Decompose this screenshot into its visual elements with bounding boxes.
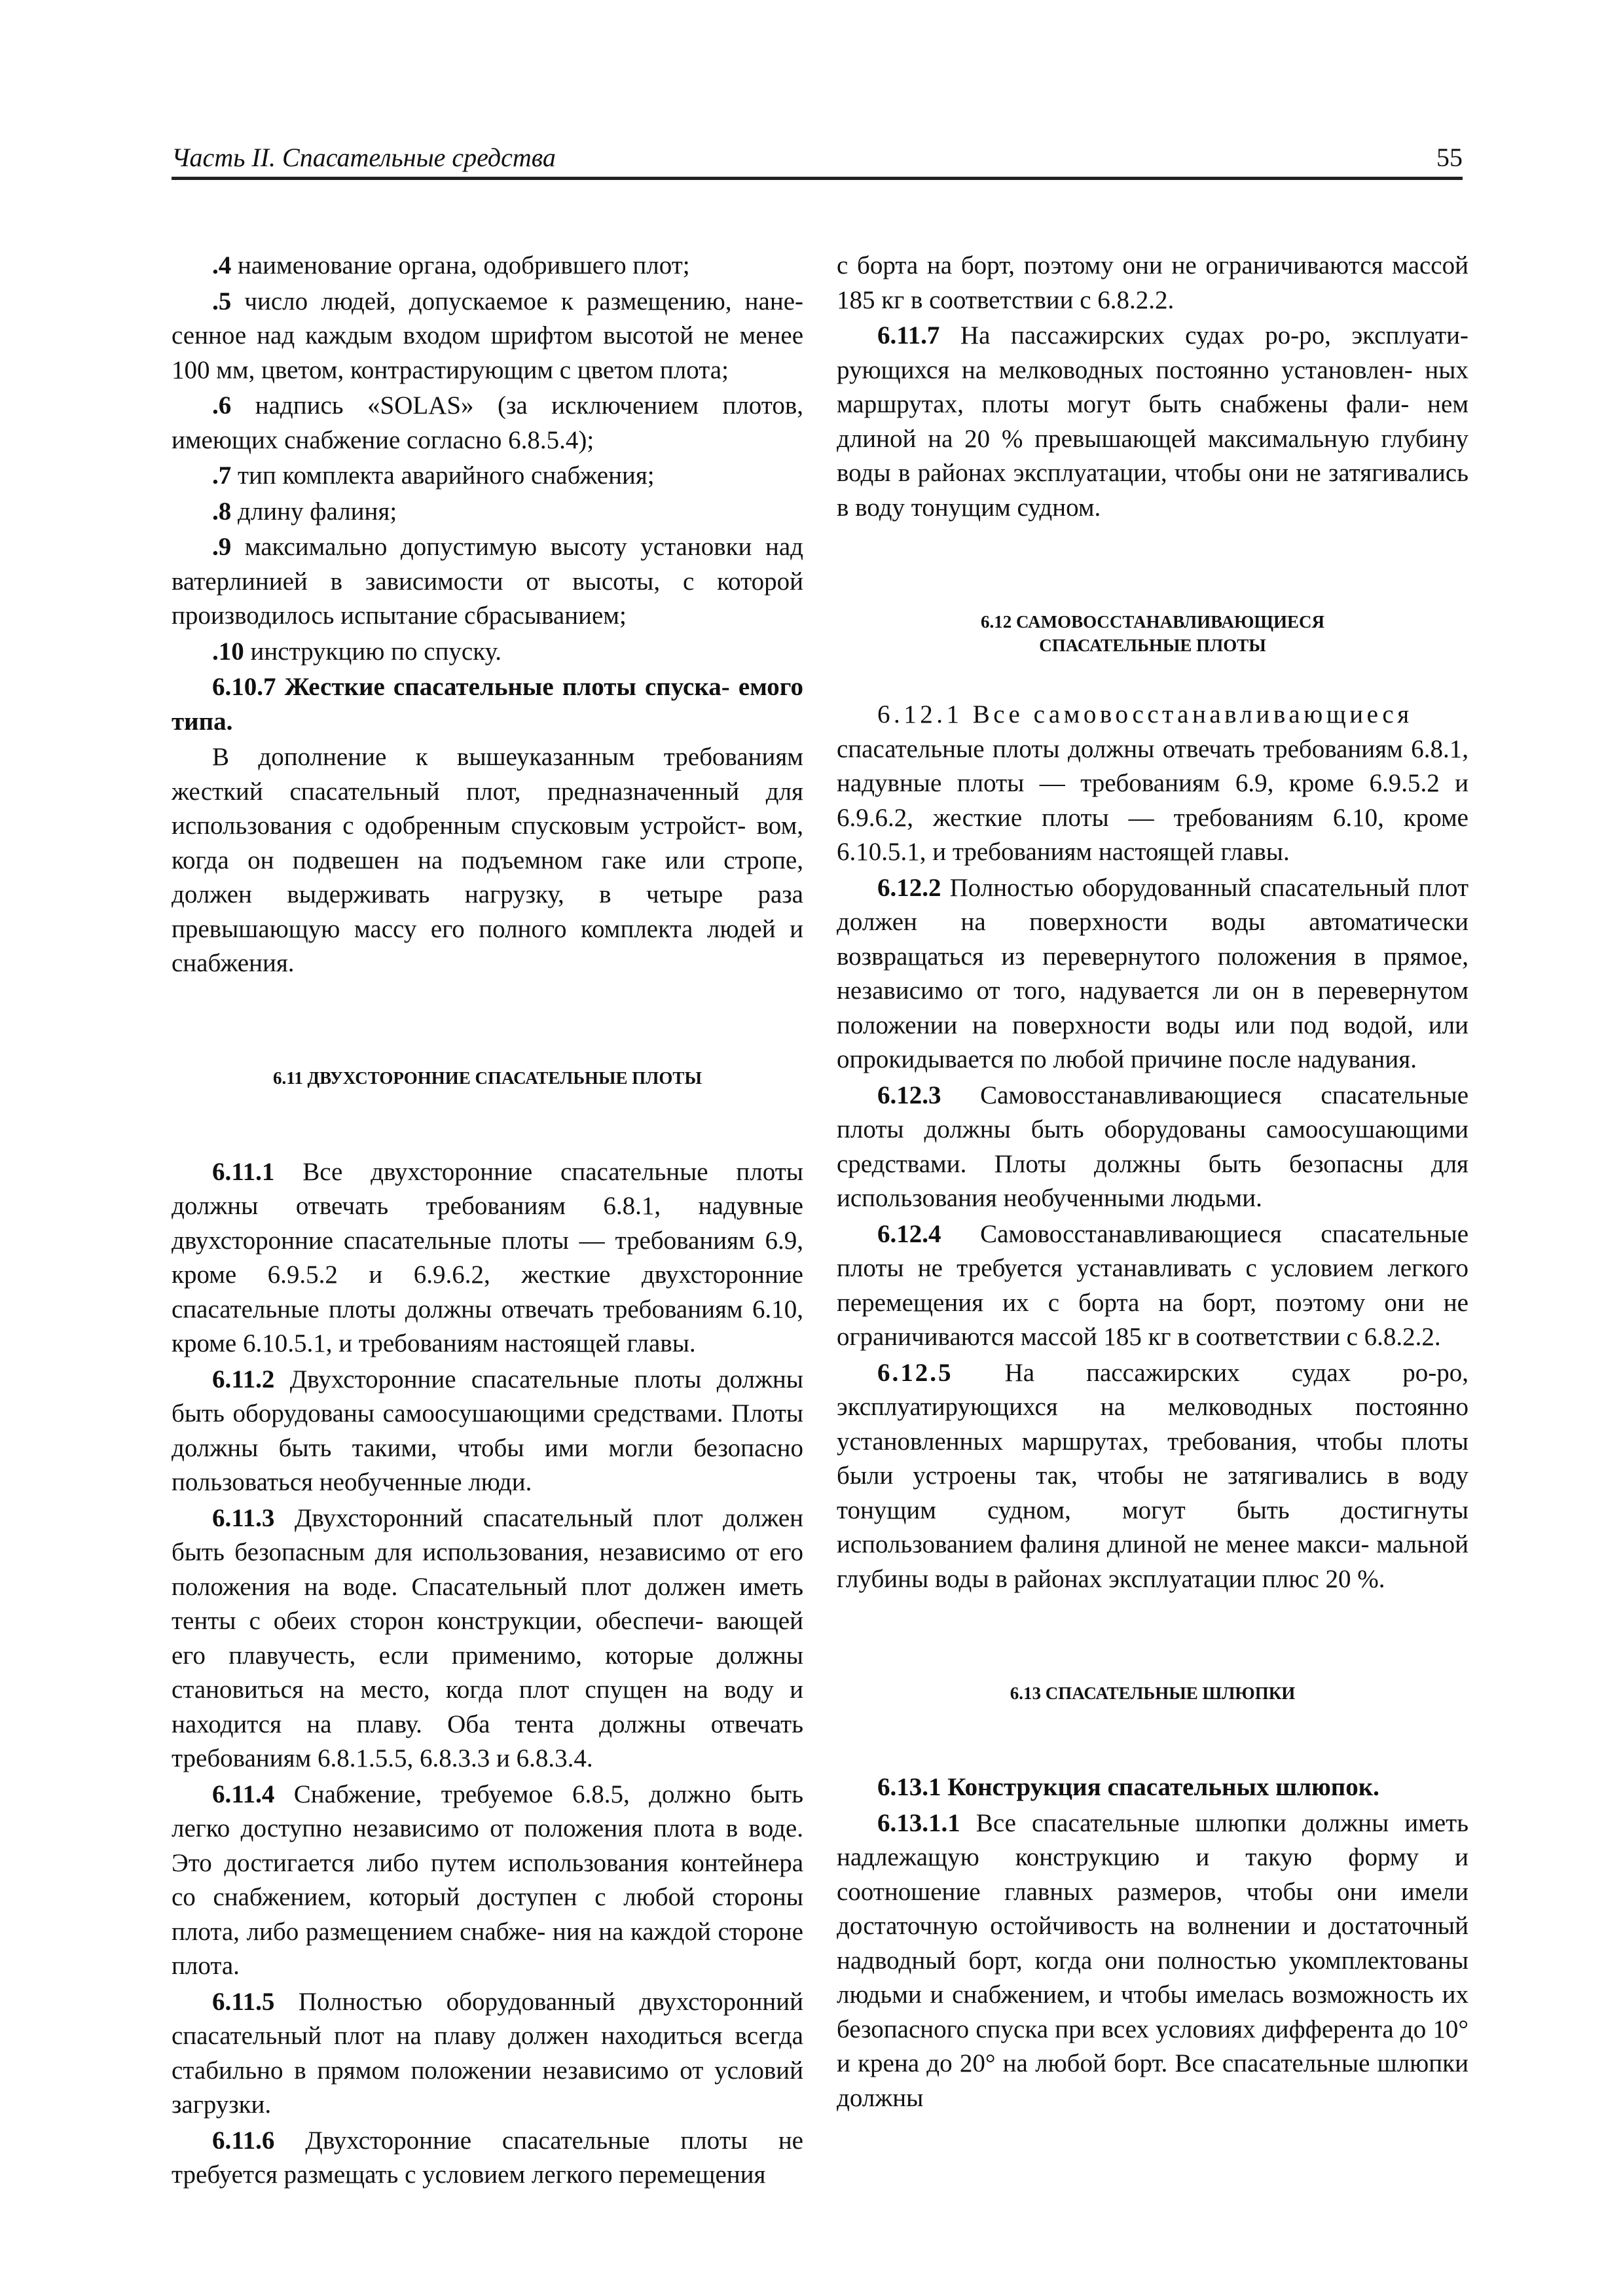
paragraph: спасательные плоты должны отвечать требованиям 6.8.1, надувные плоты — требованиям 6.9, кроме 6.9.5.2 и 6.9.6.2, жесткие плоты — требованиям 6.10, кроме 6.10.5.1, и требованиям настоящей главы. (837, 734, 1468, 866)
paragraph-text: максимально допустимую высоту установки над ватерлинией в зависимости от высоты, с которой производилось испытание сбрасыванием; (172, 533, 803, 630)
paragraph-text: Самовосстанавливающиеся спасательные плоты не требуется устанавливать с условием легкого перемещения их с борта на борт, поэтому они не ограничиваются массой 185 кг в соответствии с 6.8.2.2. (837, 1219, 1468, 1351)
paragraph-text: Все двухсторонние спасательные плоты должны отвечать требованиям 6.8.1, надувные двухсторонние спасательные плоты — требованиям 6.9, кроме 6.9.5.2 и 6.9.6.2, жесткие двухсторонние спасательные плоты должны отвечать требованиям 6.10, кроме 6.10.5.1, и требованиям настоящей главы. (172, 1157, 803, 1357)
paragraph (172, 495, 803, 529)
item-number: .9 (212, 533, 232, 561)
subsection-heading (837, 1770, 1468, 1805)
heading-text: 6.13.1 Конструкция спасательных шлюпок. (877, 1773, 1379, 1801)
paragraph: с борта на борт, поэтому они не ограничиваются массой 185 кг в соответствии с 6.8.2.2. (837, 251, 1468, 314)
item-number: 6.12.2 (877, 873, 941, 902)
item-number: .4 (212, 251, 232, 279)
item-number: .8 (212, 497, 232, 526)
item-number: .5 (212, 287, 232, 315)
item-number: 6.12.3 (877, 1081, 941, 1109)
paragraph-text: Все спасательные шлюпки должны иметь надлежащую конструкцию и такую форму и соотношение главных размеров, чтобы они имели достаточную остойчивость на волнении и достаточный надводный борт, когда они полностью укомплектованы людьми и снабжением, и чтобы имелась возможность их безопасного спуска при всех условиях дифферента до 10° и крена до 20° на любой борт. Все спасательные шлюпки должны (837, 1808, 1468, 2112)
paragraph-text: наименование органа, одобрившего плот; (231, 251, 690, 279)
item-number: 6.12.5 (877, 1358, 953, 1387)
item-number: 6.11.6 (212, 2126, 275, 2155)
paragraph (837, 871, 1468, 1077)
paragraph (837, 1806, 1468, 2116)
paragraph (172, 249, 803, 283)
item-number: 6.12.4 (877, 1219, 941, 1248)
paragraph-text: Снабжение, требуемое 6.8.5, должно быть легко доступно независимо от положения плота в воде. Это достигается либо путем использования контейнера со снабжением, который доступен с любой стороны плота, либо размещением снабже- ния на каждой стороне плота. (172, 1780, 803, 1980)
item-number: 6.11.1 (212, 1157, 275, 1186)
item-number: .10 (212, 637, 244, 666)
page-number: 55 (1436, 143, 1463, 172)
paragraph: В дополнение к вышеуказанным требованиям жесткий спасательный плот, предназначенный для использования с одобренным спусковым устройст- вом, когда он подвешен на подъемном гаке или стропе, должен выдерживать нагрузку, в четыре раза превышающую массу его полного комплекта людей и снабжения. (172, 743, 803, 977)
item-number: 6.11.3 (212, 1503, 275, 1532)
paragraph-text: инструкцию по спуску. (244, 637, 501, 666)
paragraph (172, 635, 803, 670)
paragraph (172, 1778, 803, 1984)
paragraph-text: число людей, допускаемое к размещению, нане- сенное над каждым входом шрифтом высотой не менее 100 мм, цветом, контрастирующим с цветом плота; (172, 287, 803, 384)
running-title: Часть II. Спасательные средства (172, 143, 556, 172)
paragraph (172, 530, 803, 634)
paragraph-text: Двухсторонний спасательный плот должен быть безопасным для использования, независимо от его положения на воде. Спасательный плот должен иметь тенты с обеих сторон конструкции, обеспечи- вающей его плавучесть, если применимо, которые должны становиться на место, когда плот спущен на воду и находится на плаву. Оба тента должны отвечать требованиям 6.8.1.5.5, 6.8.3.3 и 6.8.3.4. (172, 1503, 803, 1772)
subsection-heading (172, 670, 803, 739)
paragraph-text: Полностью оборудованный спасательный плот должен на поверхности воды автоматически возвращаться из перевернутого положения в прямое, независимо от того, надувается ли он в перевернутом положении на поверхности воды или под водой, или опрокидывается по любой причине после надувания. (837, 873, 1468, 1073)
left-column (172, 249, 803, 2194)
section-title-6-13: 6.13 СПАСАТЕЛЬНЫЕ ШЛЮПКИ (1010, 1683, 1296, 1703)
paragraph-text: Двухсторонние спасательные плоты должны быть оборудованы самоосушающими средствами. Плоты должны быть такими, чтобы ими могли безопасно пользоваться необученные люди. (172, 1365, 803, 1496)
paragraph (837, 1217, 1468, 1355)
item-number: .6 (212, 391, 232, 420)
paragraph (172, 1363, 803, 1500)
paragraph-text: Двухсторонние спасательные плоты не требуется размещать с условием легкого перемещения (172, 2126, 803, 2189)
paragraph-text: надпись «SOLAS» (за исключением плотов, имеющих снабжение согласно 6.8.5.4); (172, 391, 803, 454)
item-number: 6.11.7 (877, 321, 940, 350)
item-number: 6.11.4 (212, 1780, 275, 1808)
paragraph-text: длину фалиня; (231, 497, 397, 526)
item-number: .7 (212, 461, 232, 490)
page-header (172, 143, 1463, 180)
paragraph-text: Полностью оборудованный двухсторонний спасательный плот на плаву должен находиться всегда стабильно в прямом положении независимо от условий загрузки. (172, 1987, 803, 2119)
section-title-6-12: 6.12 САМОВОССТАНАВЛИВАЮЩИЕСЯ СПАСАТЕЛЬНЫЕ ПЛОТЫ (980, 612, 1325, 655)
item-number: 6.11.5 (212, 1987, 275, 2016)
paragraph (837, 319, 1468, 525)
heading-text: 6.10.7 Жесткие спасательные плоты спуска- емого типа. (172, 673, 803, 736)
section-title-6-11: 6.11 ДВУХСТОРОННИЕ СПАСАТЕЛЬНЫЕ ПЛОТЫ (273, 1067, 702, 1088)
paragraph (172, 1501, 803, 1776)
paragraph-lead: 6.12.1 Все самовосстанавливающиеся (877, 700, 1413, 728)
paragraph (172, 1155, 803, 1361)
right-column (837, 249, 1468, 2117)
paragraph (172, 2124, 803, 2193)
item-number: 6.13.1.1 (877, 1808, 960, 1837)
paragraph-text: Самовосстанавливающиеся спасательные плоты должны быть оборудованы самоосушающими средствами. Плоты должны быть безопасны для использования необученными людьми. (837, 1081, 1468, 1212)
paragraph (172, 1985, 803, 2123)
paragraph (172, 285, 803, 388)
item-number: 6.11.2 (212, 1365, 275, 1393)
paragraph-text: На пассажирских судах ро-ро, эксплуати- рующихся на мелководных постоянно установлен- ных маршрутах, плоты могут быть снабжены фали- нем длиной на 20 % превышающей максимальную глубину воды в районах эксплуатации, чтобы они не затягивались в воду тонущим судном. (837, 321, 1468, 522)
paragraph (837, 1356, 1468, 1597)
paragraph-text: тип комплекта аварийного снабжения; (231, 461, 655, 490)
paragraph (172, 389, 803, 457)
paragraph (172, 459, 803, 493)
paragraph (837, 1079, 1468, 1216)
paragraph-text: На пассажирских судах ро-ро, эксплуатирующихся на мелководных постоянно установленных маршрутах, требования, чтобы плоты были устроены так, чтобы не затягивались в воду тонущим судном, могут быть достигнуты использованием фалиня длиной не менее макси- мальной глубины воды в районах эксплуатации плюс 20 %. (837, 1358, 1468, 1593)
